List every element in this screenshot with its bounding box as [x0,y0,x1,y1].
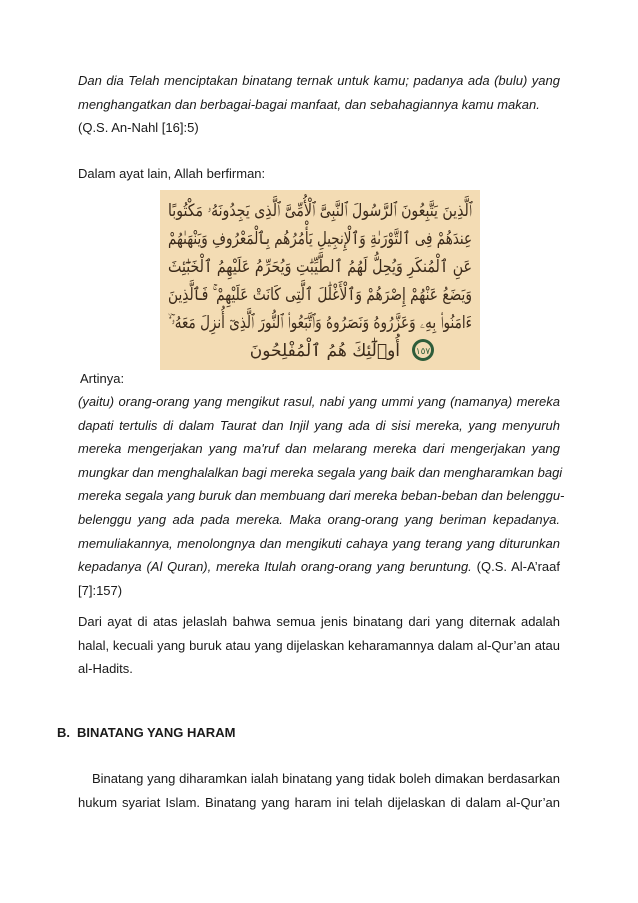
citation-al-araaf: (Q.S. Al-A’raaf [476,559,560,575]
arabic-line: ٱلَّذِينَ يَتَّبِعُونَ ٱلرَّسُولَ ٱلنَّبِىَّ ٱلْأُمِّىَّ ٱلَّذِى يَجِدُونَهُۥ مَكْتُوبًا [168,201,535,221]
arabic-line: أُو۟لَٰٓئِكَ هُمُ ٱلْمُفْلِحُونَ [249,341,400,361]
section-label: B. [57,725,70,740]
text-line: Dan dia Telah menciptakan binatang ternak untuk kamu; padanya ada (bulu) yang [78,73,560,88]
text-line: Dari ayat di atas jelaslah bahwa semua jenis binatang dari yang diternak adalah [78,614,560,629]
text-line: mungkar dan menghalalkan bagi mereka segala yang baik dan mengharamkan bagi [78,464,563,480]
text-line: memuliakannya, menolongnya dan mengikuti cahaya yang terang yang diturunkan [78,535,560,551]
section-title: BINATANG YANG HARAM [77,725,236,740]
paragraph-binatang-haram [78,767,560,814]
text-line: Binatang yang diharamkan ialah binatang yang tidak boleh dimakan berdasarkan [92,771,560,786]
text-line: halal, kecuali yang buruk atau yang dijelaskan keharamannya dalam al-Qur’an atau [78,637,560,653]
text-line: hukum syariat Islam. Binatang yang haram ini telah dijelaskan di dalam al-Qur’an [78,794,560,810]
text-line: al-Hadits. [78,661,133,677]
verse-number: ١٥٧ [415,347,431,357]
arabic-line: عَنِ ٱلْمُنكَرِ وَيُحِلُّ لَهُمُ ٱلطَّيِّبَٰتِ وَيُحَرِّمُ عَلَيْهِمُ ٱلْخَبَٰٓئِثَ [168,257,532,277]
text-line: (yaitu) orang-orang yang mengikut rasul, nabi yang ummi yang (namanya) mereka [78,394,560,409]
verse-number-medallion [412,339,434,361]
paragraph-an-nahl-translation [78,69,560,140]
text-line: Dalam ayat lain, Allah berfirman: [78,166,266,181]
artinya-label [80,367,562,391]
citation-al-araaf-end: [7]:157) [78,582,123,598]
arabic-verse-image [160,190,552,370]
text-line: menghangatkan dan berbagai-bagai manfaat, dan sebahagiannya kamu makan. [78,96,540,112]
text-segment-italic: kepadanya (Al Quran), mereka Itulah orang-orang yang beruntung. [78,559,472,575]
paragraph-conclusion [78,610,560,681]
arabic-verse-svg [160,190,552,370]
label-artinya: Artinya: [80,371,125,386]
arabic-line: عِندَهُمْ فِى ٱلتَّوْرَىٰةِ وَٱلْإِنجِيلِ يَأْمُرُهُم بِٱلْمَعْرُوفِ وَيَنْهَىٰهُمْ [168,229,552,249]
paragraph-al-araaf-translation [78,390,565,602]
section-heading-b [57,724,235,742]
citation-an-nahl: (Q.S. An-Nahl [16]:5) [78,120,199,136]
text-line: mereka segala yang buruk dan membuang dari mereka beban-beban dan belenggu- [78,488,565,504]
text-line [78,555,560,579]
text-line: belenggu yang ada pada mereka. Maka orang-orang yang beriman kepadanya. [78,511,560,527]
paragraph-intro-verse [78,162,560,186]
arabic-line: ءَامَنُوا۟ بِهِۦ وَعَزَّرُوهُ وَنَصَرُوهُ وَٱتَّبَعُوا۟ ٱلنُّورَ ٱلَّذِىٓ أُنزِلَ مَعَهُۥٓ ۙ [168,313,550,333]
text-line: mereka mengerjakan yang ma'ruf dan melarang mereka dari mengerjakan yang [78,441,560,457]
text-line: dapati tertulis di dalam Taurat dan Injil yang ada di sisi mereka, yang menyuruh [78,417,560,433]
arabic-line: وَيَضَعُ عَنْهُمْ إِصْرَهُمْ وَٱلْأَغْلَٰلَ ٱلَّتِى كَانَتْ عَلَيْهِمْ ۚ فَٱلَّذِينَ [168,285,545,305]
